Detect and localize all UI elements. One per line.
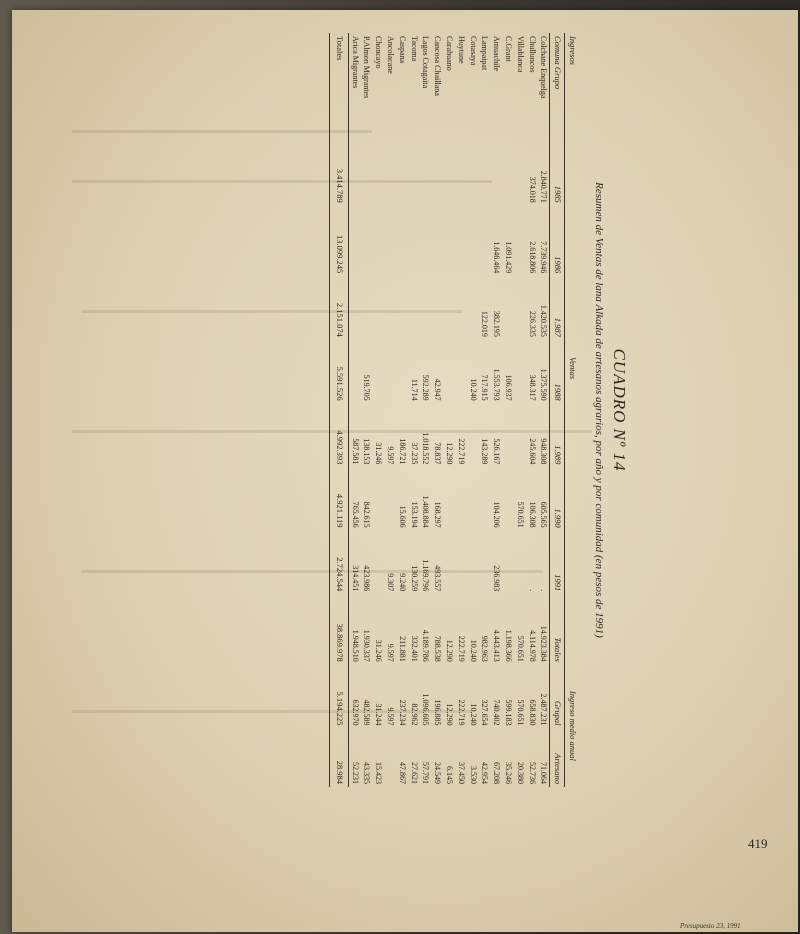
- table-cell: [467, 531, 479, 595]
- table-cell: 1.096.605: [421, 693, 431, 726]
- row-label: Lagos Cotagaita: [421, 36, 431, 89]
- row-label: Ancolacane: [386, 36, 396, 74]
- table-cell: 592.289: [421, 374, 431, 401]
- table-cell: 1.408.884: [421, 495, 431, 528]
- table-cell: 12.290: [445, 639, 455, 662]
- row-label: Amuachile: [492, 36, 502, 72]
- table-cell: 493.557: [433, 565, 443, 592]
- table-cell: 57.791: [421, 762, 431, 784]
- table-cell: 35.246: [504, 762, 514, 784]
- table-cell: [384, 728, 396, 787]
- table-cell: [443, 340, 455, 404]
- table-cell: 222.719: [456, 699, 466, 726]
- totals-cell: 2.151.074: [330, 276, 349, 340]
- table-row: [408, 33, 420, 787]
- table-cell: [502, 467, 514, 530]
- table-cell: [361, 142, 373, 206]
- table-cell: 570.651: [515, 699, 525, 726]
- column-header: Comuna Grupo: [550, 33, 565, 142]
- table-cell: 765.456: [350, 501, 360, 528]
- table-cell: [372, 206, 384, 276]
- table-cell: [479, 531, 491, 595]
- table-cell: [348, 142, 360, 206]
- table-cell: 632.970: [350, 699, 360, 726]
- table-cell: 47.867: [397, 762, 407, 784]
- footer-note: Presupuesto 23, 1991: [680, 922, 741, 930]
- table-cell: 2.618.806: [527, 241, 537, 274]
- table-cell: 153.194: [409, 501, 419, 528]
- table-cell: [443, 276, 455, 340]
- table-cell: 327.654: [480, 699, 490, 726]
- table-cell: 14.923.384: [539, 625, 549, 662]
- table-cell: [372, 340, 384, 404]
- table-cell: 570.651: [515, 635, 525, 662]
- row-label: Tacoma: [409, 36, 419, 62]
- sales-table: [329, 33, 579, 787]
- table-cell: 168.297: [433, 501, 443, 528]
- table-cell: 43.335: [362, 762, 372, 784]
- row-label: Huytune: [456, 36, 466, 64]
- table-cell: 37.450: [456, 762, 466, 784]
- rotated-table-region: [195, 25, 635, 795]
- table-cell: 314.451: [350, 565, 360, 592]
- table-cell: 3.530: [468, 766, 478, 784]
- row-label: Villablanca: [515, 36, 525, 73]
- table-cell: 1.198.366: [504, 629, 514, 662]
- table-cell: [455, 467, 467, 530]
- table-cell: 6.145: [445, 766, 455, 784]
- table-row: [384, 33, 396, 787]
- table-cell: 519.705: [362, 374, 372, 401]
- column-header: Totales: [550, 594, 565, 664]
- table-cell: 226.335: [527, 310, 537, 337]
- table-row: [526, 33, 538, 787]
- table-cell: [514, 531, 526, 595]
- table-cell: 948.308: [539, 438, 549, 465]
- table-cell: 78.837: [433, 442, 443, 465]
- table-cell: [361, 276, 373, 340]
- table-cell: 717.915: [480, 374, 490, 401]
- column-header: 1991: [550, 531, 565, 595]
- table-cell: 42.947: [433, 378, 443, 401]
- table-cell: [479, 467, 491, 530]
- table-cell: 423.986: [362, 565, 372, 592]
- table-cell: [443, 206, 455, 276]
- table-cell: [396, 206, 408, 276]
- table-cell: 24.549: [433, 762, 443, 784]
- table-cell: [514, 142, 526, 206]
- table-cell: 348.317: [527, 374, 537, 401]
- totals-cell: 2.724.544: [330, 531, 349, 595]
- table-cell: [514, 276, 526, 340]
- page-number: 419: [748, 836, 768, 851]
- table-cell: [431, 276, 443, 340]
- table-cell: [396, 340, 408, 404]
- column-header: 1.990: [550, 467, 565, 530]
- table-cell: [467, 467, 479, 530]
- table-cell: [479, 142, 491, 206]
- header-blank: [565, 594, 579, 664]
- table-cell: 222.719: [456, 635, 466, 662]
- table-cell: [467, 206, 479, 276]
- table-cell: 1.948.510: [350, 629, 360, 662]
- table-cell: 20.380: [515, 762, 525, 784]
- totals-label: Totales: [330, 33, 349, 142]
- table-cell: 237.234: [397, 699, 407, 726]
- totals-cell: 4.992.393: [330, 404, 349, 468]
- table-row: [538, 33, 550, 787]
- table-cell: 605.565: [539, 501, 549, 528]
- table-cell: 211.881: [397, 636, 407, 662]
- totals-row: [330, 33, 349, 787]
- table-cell: 374.018: [527, 176, 537, 203]
- table-cell: 67.208: [492, 762, 502, 784]
- table-cell: 332.401: [409, 635, 419, 662]
- table-cell: [455, 340, 467, 404]
- table-cell: 143.289: [480, 438, 490, 465]
- table-cell: 130.259: [409, 565, 419, 592]
- totals-cell: 5.591.526: [330, 340, 349, 404]
- table-cell: 2.840.771: [539, 170, 549, 203]
- table-cell: 12.290: [445, 442, 455, 465]
- table-row: [420, 33, 432, 787]
- table-cell: 9.597: [386, 446, 396, 465]
- table-cell: [455, 276, 467, 340]
- table-cell: 9.240: [397, 573, 407, 592]
- table-cell: 4.189.786: [421, 629, 431, 662]
- table-cell: [502, 404, 514, 468]
- table-cell: 9.307: [386, 573, 396, 592]
- table-cell: 9.597: [386, 707, 396, 726]
- table-cell: 52.231: [350, 762, 360, 784]
- table-row: [455, 33, 467, 787]
- table-cell: .: [527, 589, 537, 592]
- table-cell: 1.375.590: [539, 368, 549, 401]
- table-cell: 10.240: [468, 378, 478, 401]
- table-cell: [420, 206, 432, 276]
- table-cell: [396, 142, 408, 206]
- table-cell: 658.830: [527, 699, 537, 726]
- table-row: [479, 33, 491, 787]
- table-row: [372, 33, 384, 787]
- table-cell: [455, 142, 467, 206]
- table-cell: [514, 340, 526, 404]
- table-cell: 9.597: [386, 643, 396, 662]
- table-cell: [372, 142, 384, 206]
- table-cell: 122.019: [480, 310, 490, 337]
- table-cell: 106.308: [527, 501, 537, 528]
- table-cell: 71.064: [539, 762, 549, 784]
- table-cell: [372, 467, 384, 530]
- table-cell: 10.240: [468, 703, 478, 726]
- totals-cell: 28.984: [330, 728, 349, 787]
- table-cell: [467, 404, 479, 468]
- table-cell: 138.153: [362, 438, 372, 465]
- row-label: Cotasaya: [468, 36, 478, 66]
- table-cell: 31.246: [374, 639, 384, 662]
- table-cell: 4.114.978: [527, 630, 537, 662]
- table-cell: 52.736: [527, 762, 537, 784]
- table-cell: [361, 206, 373, 276]
- table-cell: [348, 340, 360, 404]
- table-cell: 1.091.429: [504, 241, 514, 274]
- table-cell: 236.983: [492, 565, 502, 592]
- table-cell: [514, 404, 526, 468]
- table-cell: 31.246: [374, 442, 384, 465]
- table-row: [467, 33, 479, 787]
- table-cell: [455, 531, 467, 595]
- table-cell: 842.615: [362, 501, 372, 528]
- table-cell: [384, 340, 396, 404]
- table-cell: 788.538: [433, 635, 443, 662]
- header-ingresos: Ingresos: [565, 33, 579, 142]
- table-cell: [348, 276, 360, 340]
- table-row: [348, 33, 360, 787]
- row-label: Arica Migrantes: [350, 36, 360, 89]
- row-label: Cancosa Chaillana: [433, 36, 443, 96]
- table-cell: [420, 276, 432, 340]
- table-cell: 196.885: [433, 699, 443, 726]
- table-cell: 1.646.464: [492, 241, 502, 274]
- row-label: P.Almon Migrantes: [362, 36, 372, 99]
- table-cell: 104.206: [492, 501, 502, 528]
- table-cell: [431, 142, 443, 206]
- table-cell: 12.290: [445, 703, 455, 726]
- table-cell: 482.589: [362, 699, 372, 726]
- table-cell: [384, 276, 396, 340]
- table-cell: 526.167: [492, 438, 502, 465]
- table-cell: 106.937: [504, 374, 514, 401]
- table-cell: 15.606: [397, 505, 407, 528]
- table-cell: [502, 142, 514, 206]
- table-title: CUADRO Nº 14: [610, 348, 629, 472]
- row-label: Chulluncos: [527, 36, 537, 73]
- table-cell: [443, 142, 455, 206]
- column-header: 1988: [550, 340, 565, 404]
- column-header: 1986: [550, 206, 565, 276]
- table-cell: [396, 276, 408, 340]
- table-cell: [384, 206, 396, 276]
- table-cell: 37.235: [409, 442, 419, 465]
- totals-cell: 38.869.978: [330, 594, 349, 664]
- table-row: [443, 33, 455, 787]
- table-cell: 245.604: [527, 438, 537, 465]
- table-cell: 1.553.793: [492, 368, 502, 401]
- column-header: Artesano: [550, 728, 565, 787]
- table-row: [431, 33, 443, 787]
- header-ingreso-medio: Ingreso medio anual: [565, 665, 579, 787]
- totals-cell: 3.414.789: [330, 142, 349, 206]
- table-cell: [490, 142, 502, 206]
- row-label: Colchane Enquelga: [539, 36, 549, 99]
- table-cell: [514, 206, 526, 276]
- table-cell: 1.018.552: [421, 432, 431, 465]
- table-cell: 42.954: [480, 762, 490, 784]
- row-label: Lampaipat: [480, 36, 490, 71]
- table-cell: 2.487.231: [539, 693, 549, 726]
- column-header: Grupal: [550, 665, 565, 729]
- table-cell: 982.963: [480, 635, 490, 662]
- table-cell: [408, 206, 420, 276]
- table-row: [502, 33, 514, 787]
- table-row: [396, 33, 408, 787]
- table-cell: [384, 467, 396, 530]
- table-cell: [479, 206, 491, 276]
- table-cell: 7.739.946: [539, 241, 549, 274]
- table-cell: 599.183: [504, 699, 514, 726]
- column-header: 1985: [550, 142, 565, 206]
- table-cell: 82.962: [409, 703, 419, 726]
- table-row: [361, 33, 373, 787]
- row-label: Carahuano: [445, 36, 455, 71]
- column-header: 1.989: [550, 404, 565, 468]
- table-cell: 222.719: [456, 438, 466, 465]
- table-cell: 27.621: [409, 762, 419, 784]
- table-cell: [384, 142, 396, 206]
- table-cell: [502, 531, 514, 595]
- table-cell: [431, 206, 443, 276]
- table-cell: 1.930.337: [362, 629, 372, 662]
- table-cell: [372, 531, 384, 595]
- table-cell: .: [539, 589, 549, 592]
- table-cell: 31.244: [374, 703, 384, 726]
- totals-cell: 13.099.245: [330, 206, 349, 276]
- table-cell: 1.420.535: [539, 304, 549, 337]
- header-ventas: Ventas: [565, 142, 579, 594]
- table-cell: [372, 276, 384, 340]
- row-label: C.Grant: [504, 36, 514, 62]
- table-cell: 740.402: [492, 699, 502, 726]
- table-row: [490, 33, 502, 787]
- table-cell: 382.195: [492, 310, 502, 337]
- table-cell: 1.169.796: [421, 559, 431, 592]
- table-cell: 4.443.413: [492, 629, 502, 662]
- table-cell: 10.240: [468, 639, 478, 662]
- table-cell: [408, 142, 420, 206]
- row-label: Choncayo: [374, 36, 384, 69]
- table-cell: [455, 206, 467, 276]
- table-cell: [408, 276, 420, 340]
- table-cell: 15.423: [374, 762, 384, 784]
- table-cell: [348, 206, 360, 276]
- table-cell: 186.721: [397, 438, 407, 465]
- column-header: 1.987: [550, 276, 565, 340]
- row-label: Caspana: [397, 36, 407, 64]
- table-cell: [443, 531, 455, 595]
- table-cell: [420, 142, 432, 206]
- table-cell: 570.651: [515, 501, 525, 528]
- table-cell: [502, 276, 514, 340]
- table-cell: 587.581: [350, 438, 360, 465]
- totals-cell: 4.921.119: [330, 467, 349, 530]
- table-cell: [443, 467, 455, 530]
- table-row: [514, 33, 526, 787]
- scanned-page: [12, 10, 798, 932]
- table-cell: [467, 142, 479, 206]
- table-subtitle: Resumen de Ventas de lana Alkada de artesanos agrarios, por año y por comunidad (en pesos de 1991): [593, 182, 605, 638]
- table-cell: [467, 276, 479, 340]
- table-cell: 11.714: [409, 378, 419, 401]
- totals-cell: 5.194.225: [330, 665, 349, 729]
